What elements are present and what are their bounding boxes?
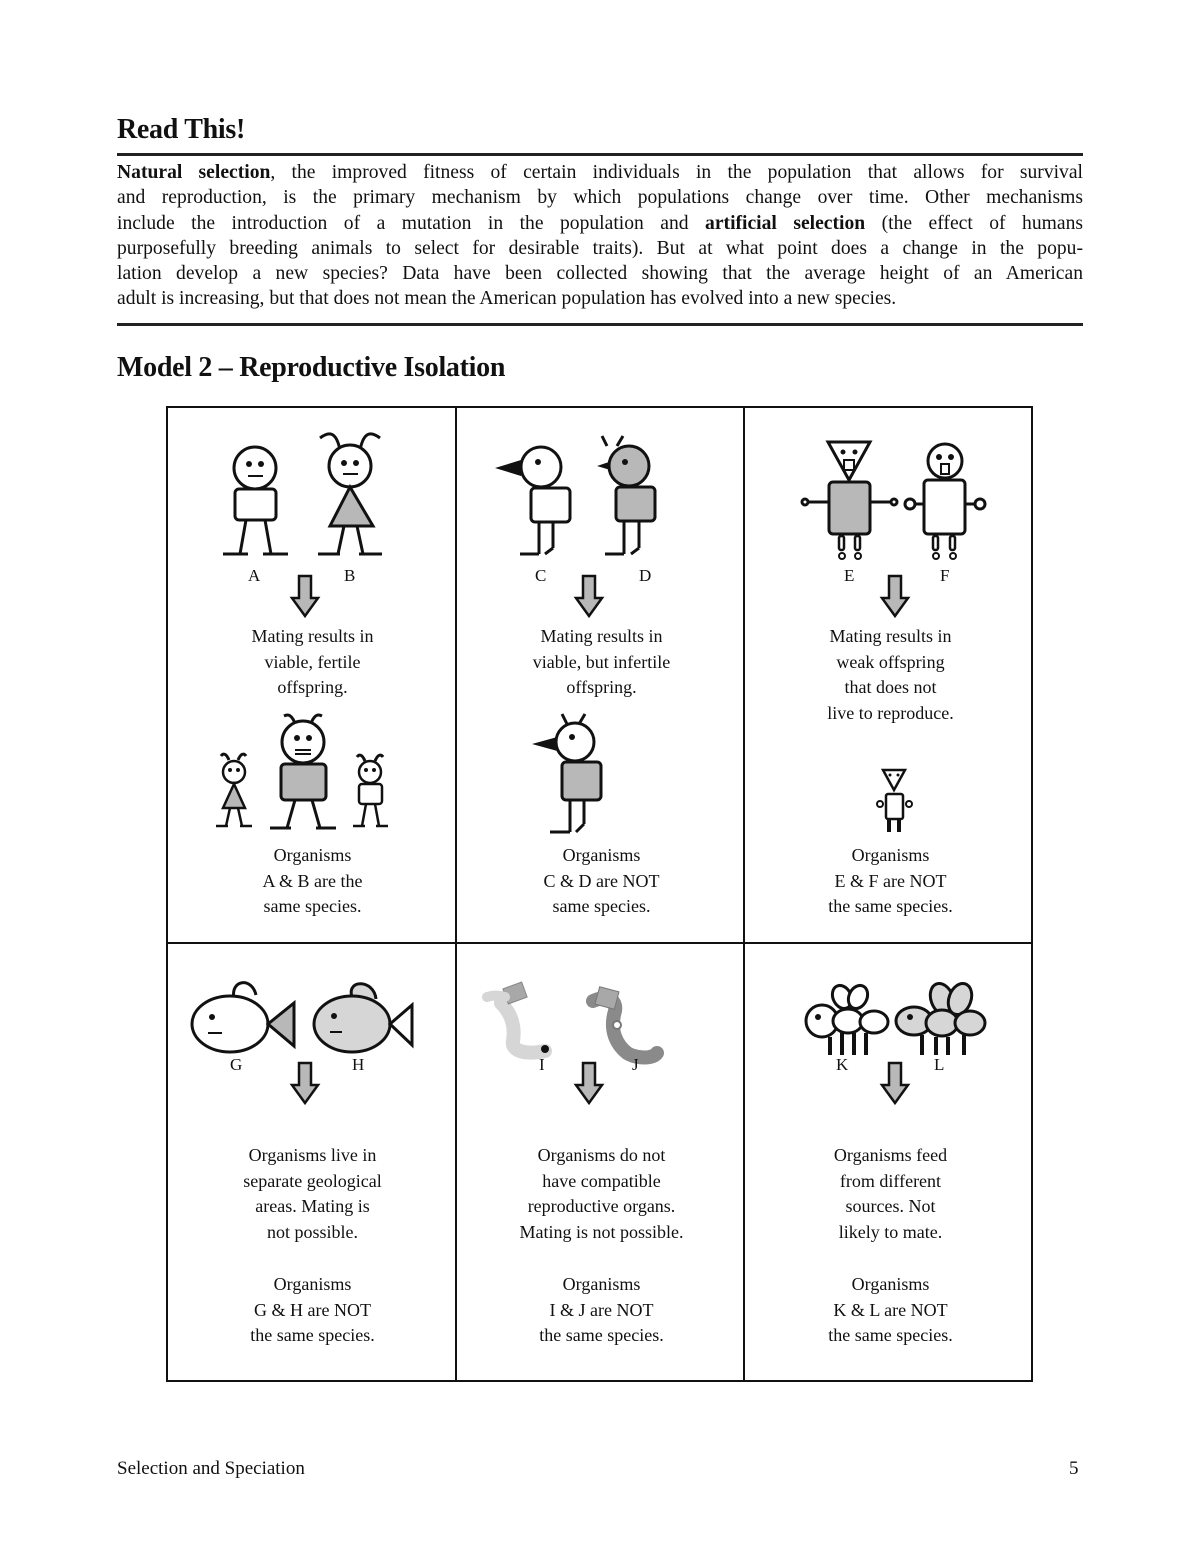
paragraph-line: adult is increasing, but that does not mean the American population has evolved into a new species. xyxy=(117,288,897,310)
species-conclusion xyxy=(457,1272,746,1349)
conclusion-line: Organisms xyxy=(562,845,641,865)
description-line: reproductive organs. xyxy=(527,1196,676,1216)
paragraph-text: , the improved fitness of certain individuals in the population that allows for survival xyxy=(270,162,1083,183)
conclusion-line: same species. xyxy=(552,896,651,916)
conclusion-line: A & B are the xyxy=(262,870,363,891)
organism-label-right: F xyxy=(940,566,950,585)
description-line: weak offspring xyxy=(836,651,945,672)
organism-label-right: J xyxy=(632,1055,639,1074)
organism-label-right: B xyxy=(344,566,356,585)
conclusion-line: Organisms xyxy=(851,1274,930,1294)
model-grid xyxy=(166,406,1033,1382)
paragraph-line: purposefully breeding animals to select for desirable traits). But at what point does a change in the popu- xyxy=(117,237,1083,259)
term-artificial-selection: artificial selection xyxy=(705,212,866,234)
organism-label-right: D xyxy=(639,566,652,585)
species-conclusion xyxy=(746,1272,1035,1349)
mating-description xyxy=(457,624,746,701)
description-line: Mating results in xyxy=(829,626,952,646)
conclusion-line: Organisms xyxy=(851,845,930,865)
paragraph-line: lation develop a new species? Data have been collected showing that the average height of an American xyxy=(117,263,1083,285)
conclusion-line: the same species. xyxy=(250,1325,375,1345)
description-line: from different xyxy=(839,1170,942,1191)
cell-i-j xyxy=(457,945,746,1382)
mating-description xyxy=(168,624,457,701)
conclusion-line: the same species. xyxy=(828,896,953,916)
description-line: sources. Not xyxy=(845,1196,936,1216)
description-line: that does not xyxy=(844,677,937,697)
organism-label-left: A xyxy=(248,566,261,585)
cell-g-h xyxy=(168,945,457,1382)
paragraph-line xyxy=(117,160,1083,185)
organism-label-right: L xyxy=(934,1055,945,1074)
description-line: Mating results in xyxy=(540,626,663,646)
description-line: Organisms live in xyxy=(248,1145,377,1165)
description-line: viable, fertile xyxy=(264,651,361,672)
footer-title: Selection and Speciation xyxy=(117,1458,305,1479)
model-heading: Model 2 – Reproductive Isolation xyxy=(117,352,506,383)
species-conclusion xyxy=(457,843,746,920)
description-line: Mating results in xyxy=(251,626,374,646)
read-this-paragraph xyxy=(117,160,1083,312)
description-line: live to reproduce. xyxy=(827,702,954,723)
species-conclusion xyxy=(168,843,457,920)
isolation-description xyxy=(457,1143,746,1245)
paragraph-text: include the introduction of a mutation in the population and xyxy=(117,212,706,234)
top-divider xyxy=(117,153,1083,156)
isolation-description xyxy=(746,1143,1035,1245)
cell-e-f xyxy=(746,408,1035,945)
description-line: likely to mate. xyxy=(838,1221,943,1242)
paragraph-text: (the effect of humans xyxy=(865,212,1083,234)
conclusion-line: Organisms xyxy=(273,1274,352,1294)
species-conclusion xyxy=(746,843,1035,920)
conclusion-line: same species. xyxy=(263,896,362,916)
description-line: have compatible xyxy=(542,1170,661,1191)
description-line: not possible. xyxy=(266,1221,358,1242)
description-line: areas. Mating is xyxy=(255,1196,370,1216)
species-conclusion xyxy=(168,1272,457,1349)
organism-label-left: C xyxy=(535,566,547,585)
cell-a-b xyxy=(168,408,457,945)
organism-label-left: K xyxy=(836,1055,849,1074)
conclusion-line: Organisms xyxy=(273,845,352,865)
term-natural-selection: Natural selection xyxy=(117,162,271,183)
conclusion-line: I & J are NOT xyxy=(549,1299,654,1320)
bottom-divider xyxy=(117,323,1083,326)
page-number: 5 xyxy=(1069,1458,1079,1479)
isolation-description xyxy=(168,1143,457,1245)
conclusion-line: the same species. xyxy=(828,1325,953,1345)
organism-label-right: H xyxy=(352,1055,365,1074)
conclusion-line: E & F are NOT xyxy=(834,870,947,891)
description-line: offspring. xyxy=(277,677,348,697)
conclusion-line: C & D are NOT xyxy=(543,870,660,891)
cell-c-d xyxy=(457,408,746,945)
cell-k-l xyxy=(746,945,1035,1382)
organism-label-left: G xyxy=(230,1055,243,1074)
conclusion-line: Organisms xyxy=(562,1274,641,1294)
organism-label-left: E xyxy=(844,566,855,585)
description-line: separate geological xyxy=(243,1170,382,1191)
description-line: offspring. xyxy=(566,677,637,697)
conclusion-line: K & L are NOT xyxy=(833,1299,948,1320)
organism-label-left: I xyxy=(539,1055,545,1074)
description-line: Mating is not possible. xyxy=(519,1221,684,1242)
description-line: Organisms feed xyxy=(833,1145,948,1165)
read-this-heading: Read This! xyxy=(117,114,245,145)
conclusion-line: the same species. xyxy=(539,1325,664,1345)
description-line: viable, but infertile xyxy=(532,651,671,672)
paragraph-line xyxy=(117,211,1083,236)
mating-description xyxy=(746,624,1035,726)
description-line: Organisms do not xyxy=(537,1145,666,1165)
paragraph-line: and reproduction, is the primary mechanism by which populations change over time. Other mechanisms xyxy=(117,187,1083,209)
conclusion-line: G & H are NOT xyxy=(254,1299,371,1320)
